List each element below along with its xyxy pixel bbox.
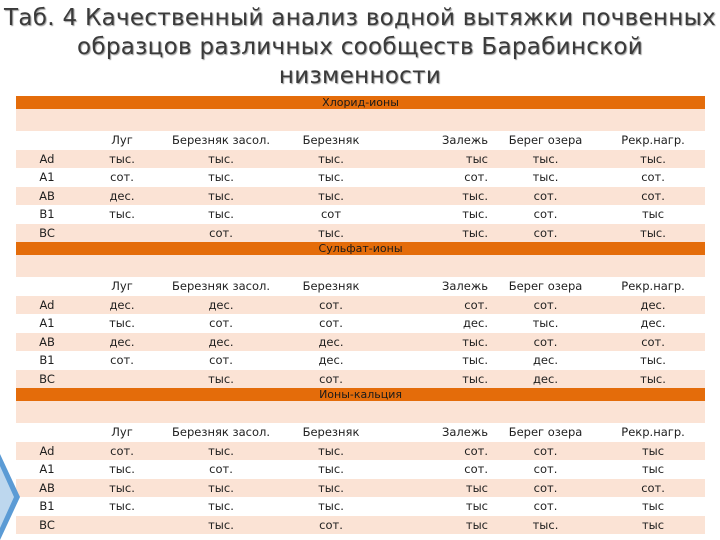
spacer-row <box>16 255 705 277</box>
column-header: Залежь <box>386 277 490 296</box>
horizon-label: BC <box>16 370 78 389</box>
table-cell: тыс. <box>601 351 705 370</box>
column-header-empty <box>16 131 78 150</box>
horizon-label: A1 <box>16 168 78 187</box>
column-header: Березняк засол. <box>166 131 276 150</box>
table-row <box>16 460 705 479</box>
table-cell: тыс <box>386 497 490 516</box>
table-cell: сот. <box>78 351 166 370</box>
column-header: Берег озера <box>490 423 601 442</box>
table-cell: тыс <box>601 516 705 535</box>
table-cell: тыс. <box>276 479 386 498</box>
horizon-label: Ad <box>16 442 78 461</box>
column-header: Залежь <box>386 423 490 442</box>
table-cell: тыс. <box>386 333 490 352</box>
horizon-label: BC <box>16 516 78 535</box>
table-cell: сот. <box>490 442 601 461</box>
table-cell: сот. <box>490 224 601 243</box>
table-cell: тыс <box>601 460 705 479</box>
table-cell: тыс. <box>386 205 490 224</box>
table-cell: сот <box>276 205 386 224</box>
table-cell: дес. <box>601 314 705 333</box>
table-cell: сот. <box>166 224 276 243</box>
table-cell: сот. <box>386 442 490 461</box>
horizon-label: AB <box>16 187 78 206</box>
table-cell: тыс. <box>166 187 276 206</box>
horizon-label: AB <box>16 333 78 352</box>
table-cell: дес. <box>276 333 386 352</box>
table-row <box>16 442 705 461</box>
table-cell: сот. <box>490 479 601 498</box>
table-row <box>16 150 705 169</box>
table-cell: сот. <box>166 460 276 479</box>
section-title: Хлорид-ионы <box>16 96 705 109</box>
table-cell: дес. <box>490 351 601 370</box>
table-cell: тыс. <box>166 168 276 187</box>
section-header-row <box>16 96 705 109</box>
table-cell: сот. <box>166 351 276 370</box>
table-cell: тыс. <box>601 150 705 169</box>
table-cell <box>78 224 166 243</box>
column-header-row <box>16 277 705 296</box>
spacer-cell <box>16 401 705 423</box>
section-title: Сульфат-ионы <box>16 242 705 255</box>
table-row <box>16 370 705 389</box>
title-line-2: образцов различных сообществ Барабинской <box>76 34 644 60</box>
table-cell: дес. <box>601 296 705 315</box>
table-row <box>16 333 705 352</box>
table-cell: сот. <box>386 460 490 479</box>
table-row <box>16 168 705 187</box>
horizon-label: B1 <box>16 351 78 370</box>
table-cell: тыс. <box>601 224 705 243</box>
section-header-row <box>16 388 705 401</box>
table-cell: тыс. <box>78 205 166 224</box>
table-row <box>16 314 705 333</box>
table-cell: тыс. <box>276 168 386 187</box>
table-cell: дес. <box>78 333 166 352</box>
table-cell: тыс. <box>490 150 601 169</box>
table-cell: сот. <box>166 314 276 333</box>
table-row <box>16 479 705 498</box>
table-cell: тыс. <box>78 314 166 333</box>
table-cell: дес. <box>166 296 276 315</box>
table-cell: тыс. <box>276 187 386 206</box>
table-cell: тыс <box>386 150 490 169</box>
table-row <box>16 205 705 224</box>
horizon-label: AB <box>16 479 78 498</box>
column-header: Берег озера <box>490 277 601 296</box>
table-cell: тыс. <box>601 370 705 389</box>
table-cell: тыс. <box>276 150 386 169</box>
analysis-table <box>16 96 705 534</box>
column-header-empty <box>16 277 78 296</box>
table-cell: сот. <box>276 370 386 389</box>
horizon-label: Ad <box>16 296 78 315</box>
column-header: Луг <box>78 131 166 150</box>
table-cell: тыс. <box>166 497 276 516</box>
table-cell: тыс. <box>490 516 601 535</box>
table-cell: дес. <box>166 333 276 352</box>
table-cell: тыс. <box>166 442 276 461</box>
table-cell: сот. <box>276 296 386 315</box>
table-cell: сот. <box>276 314 386 333</box>
table-cell <box>78 516 166 535</box>
table-cell: сот. <box>386 168 490 187</box>
table-cell: тыс. <box>276 442 386 461</box>
table-row <box>16 516 705 535</box>
table-row <box>16 296 705 315</box>
horizon-label: Ad <box>16 150 78 169</box>
section-title: Ионы-кальция <box>16 388 705 401</box>
table-cell: сот. <box>601 479 705 498</box>
table-cell: сот. <box>386 296 490 315</box>
table-cell: тыс <box>386 479 490 498</box>
table-cell: сот. <box>601 187 705 206</box>
spacer-row <box>16 401 705 423</box>
table-row <box>16 187 705 206</box>
table-cell: тыс. <box>166 150 276 169</box>
table-cell: тыс. <box>276 497 386 516</box>
table-cell: сот. <box>78 168 166 187</box>
table-cell: сот. <box>490 333 601 352</box>
table-cell: сот. <box>490 296 601 315</box>
spacer-row <box>16 109 705 131</box>
table-cell: дес. <box>276 351 386 370</box>
table-cell: сот. <box>78 442 166 461</box>
table-cell: тыс. <box>78 150 166 169</box>
table-cell: тыс <box>601 497 705 516</box>
table-cell: тыс. <box>78 497 166 516</box>
column-header: Березняк засол. <box>166 423 276 442</box>
title-line-3: низменности <box>278 63 442 89</box>
column-header: Рекр.нагр. <box>601 131 705 150</box>
table-cell: тыс. <box>490 168 601 187</box>
table-cell: тыс. <box>166 516 276 535</box>
table-cell: тыс. <box>386 370 490 389</box>
table-cell: тыс. <box>166 205 276 224</box>
table-cell: тыс. <box>276 460 386 479</box>
table-cell <box>78 370 166 389</box>
spacer-cell <box>16 109 705 131</box>
table-cell: тыс <box>601 442 705 461</box>
table-row <box>16 224 705 243</box>
column-header-empty <box>16 423 78 442</box>
horizon-label: BC <box>16 224 78 243</box>
table-cell: тыс. <box>166 479 276 498</box>
column-header-row <box>16 423 705 442</box>
column-header: Луг <box>78 423 166 442</box>
table-cell: сот. <box>490 205 601 224</box>
table-cell: тыс. <box>386 351 490 370</box>
column-header: Березняк <box>276 277 386 296</box>
column-header: Березняк <box>276 423 386 442</box>
table-cell: дес. <box>78 296 166 315</box>
table-cell: дес. <box>490 370 601 389</box>
spacer-cell <box>16 255 705 277</box>
table-cell: тыс. <box>490 314 601 333</box>
table-cell: сот. <box>276 516 386 535</box>
horizon-label: A1 <box>16 460 78 479</box>
table-cell: дес. <box>386 314 490 333</box>
table-cell: тыс. <box>78 479 166 498</box>
column-header: Луг <box>78 277 166 296</box>
table-cell: сот. <box>490 187 601 206</box>
horizon-label: B1 <box>16 205 78 224</box>
page-title <box>0 4 720 91</box>
column-header: Березняк <box>276 131 386 150</box>
table-cell: сот. <box>490 497 601 516</box>
column-header: Берег озера <box>490 131 601 150</box>
table-cell: сот. <box>601 168 705 187</box>
table-cell: тыс. <box>78 460 166 479</box>
table-row <box>16 497 705 516</box>
table-cell: тыс. <box>166 370 276 389</box>
title-line-1: Таб. 4 Качественный анализ водной вытяжки почвенных <box>4 5 716 31</box>
column-header: Залежь <box>386 131 490 150</box>
table-cell: сот. <box>601 333 705 352</box>
horizon-label: A1 <box>16 314 78 333</box>
table-cell: сот. <box>490 460 601 479</box>
table-cell: тыс <box>601 205 705 224</box>
column-header: Березняк засол. <box>166 277 276 296</box>
horizon-label: B1 <box>16 497 78 516</box>
table-cell: тыс. <box>386 187 490 206</box>
column-header: Рекр.нагр. <box>601 423 705 442</box>
table-cell: тыс. <box>386 224 490 243</box>
table-cell: тыс <box>386 516 490 535</box>
section-header-row <box>16 242 705 255</box>
table-cell: дес. <box>78 187 166 206</box>
table-row <box>16 351 705 370</box>
table-cell: тыс. <box>276 224 386 243</box>
column-header: Рекр.нагр. <box>601 277 705 296</box>
blue-arrow-corner-icon <box>0 454 22 540</box>
column-header-row <box>16 131 705 150</box>
